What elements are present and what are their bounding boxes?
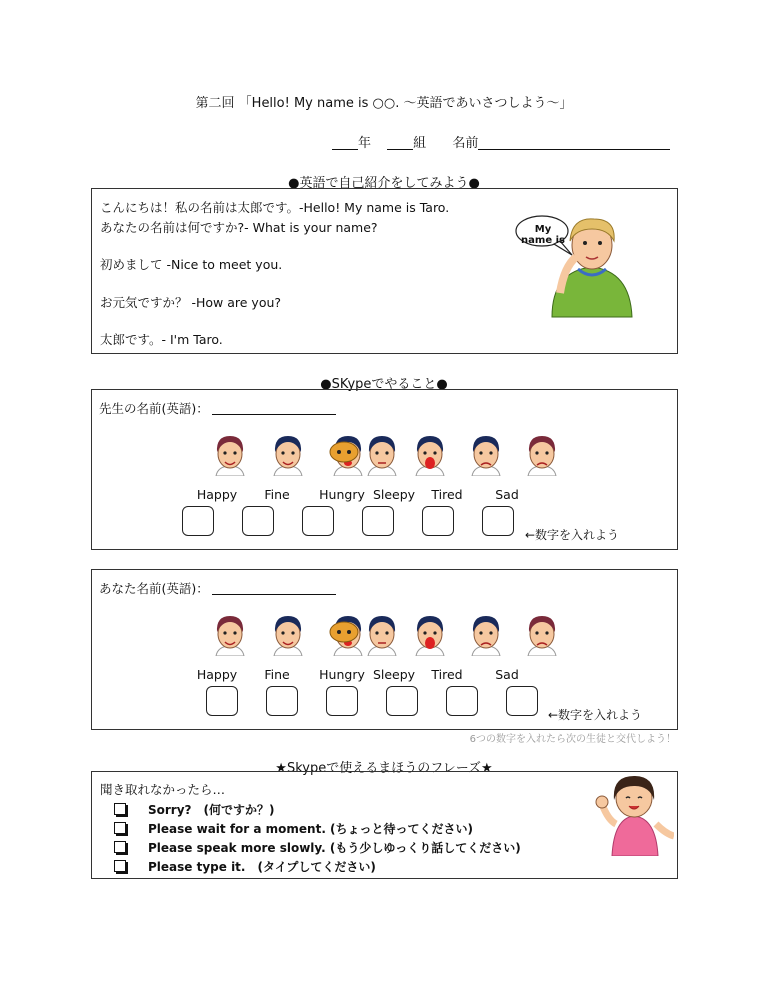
number-box-happy[interactable] [182,506,214,536]
phrase-item: Please type it. (タイプしてください) [114,858,376,875]
emotion-face-icon [466,432,506,476]
teacher-name-label: 先生の名前(英語)： [99,401,209,416]
intro-line: こんにちは！私の名前は太郎です。-Hello! My name is Taro. [100,200,450,215]
student-name-blank[interactable] [212,582,336,595]
section1-heading: ●英語で自己紹介をしてみよう● [288,176,480,191]
emotion-face-icon [522,612,562,656]
section3-heading: ★Skypeで使えるまほうのフレーズ★ [275,761,493,776]
student-name-field [99,579,336,597]
emotion-label-happy: Happy [196,487,238,502]
number-box-hungry[interactable] [302,506,334,536]
emotion-face-icon [410,612,450,656]
emotion-face-icon [362,612,402,656]
emotion-label-fine: Fine [264,667,290,682]
number-box-sad[interactable] [506,686,538,716]
emotion-label-sad: Sad [495,487,519,502]
number-box-sleepy[interactable] [386,686,418,716]
section2-heading: ●SKypeでやること● [320,377,448,392]
emotion-face-icon [268,612,308,656]
emotion-label-sleepy: Sleepy [372,487,416,502]
girl-illustration [594,774,674,856]
emotion-faces [92,432,679,480]
emotion-label-sad: Sad [495,667,519,682]
number-box-tired[interactable] [446,686,478,716]
phrases-intro: 聞き取れなかったら… [100,782,226,797]
number-box-fine[interactable] [242,506,274,536]
emotion-face-icon [210,432,250,476]
emotion-face-icon [522,432,562,476]
phrase-item: Sorry? (何ですか？) [114,801,274,818]
class-label: 組 [413,136,427,151]
intro-line: お元気ですか？ -How are you? [100,295,282,310]
student-box [91,569,678,730]
number-box-tired[interactable] [422,506,454,536]
intro-box [91,188,678,354]
phrase-item: Please speak more slowly. (もう少しゆっくり話してください) [114,839,521,856]
teacher-name-blank[interactable] [212,402,336,415]
phrases-box [91,771,678,879]
emotion-label-tired: Tired [431,487,463,502]
intro-line: あなたの名前は何ですか?- What is your name? [100,220,378,235]
speech-bubble-text: My name is [521,224,565,246]
phrase-item: Please wait for a moment. (ちょっと待ってください) [114,820,473,837]
checkbox-icon[interactable] [114,841,126,853]
year-blank[interactable] [332,135,358,150]
instruction-note: 6つの数字を入れたら次の生徒と交代しよう！ [469,734,676,745]
emotion-face-icon [268,432,308,476]
emotion-label-sleepy: Sleepy [372,667,416,682]
emotion-face-icon [210,612,250,656]
name-label: 名前 [452,136,479,151]
number-box-happy[interactable] [206,686,238,716]
emotion-label-hungry: Hungry [319,487,365,502]
checkbox-icon[interactable] [114,822,126,834]
page-title: 第二回 「Hello! My name is ○○. 〜英語であいさつしよう〜」 [195,96,573,111]
emotion-face-icon [466,612,506,656]
student-name-label: あなた名前(英語)： [99,581,209,596]
checkbox-icon[interactable] [114,803,126,815]
emotion-label-hungry: Hungry [319,667,365,682]
name-row [332,132,670,151]
arrow-hint: ←数字を入れよう [548,708,643,722]
emotion-label-happy: Happy [196,667,238,682]
intro-line: 初めまして -Nice to meet you. [100,257,283,272]
teacher-box [91,389,678,550]
arrow-hint: ←数字を入れよう [525,528,620,542]
number-box-sad[interactable] [482,506,514,536]
number-box-fine[interactable] [266,686,298,716]
checkbox-icon[interactable] [114,860,126,872]
emotion-label-fine: Fine [264,487,290,502]
year-label: 年 [358,136,372,151]
class-blank[interactable] [387,135,413,150]
teacher-name-field [99,399,336,417]
emotion-face-icon [410,432,450,476]
number-box-sleepy[interactable] [362,506,394,536]
intro-line: 太郎です。- I'm Taro. [100,332,223,347]
emotion-face-icon [362,432,402,476]
number-box-hungry[interactable] [326,686,358,716]
emotion-label-tired: Tired [431,667,463,682]
name-blank[interactable] [478,135,670,150]
emotion-faces [92,612,679,660]
